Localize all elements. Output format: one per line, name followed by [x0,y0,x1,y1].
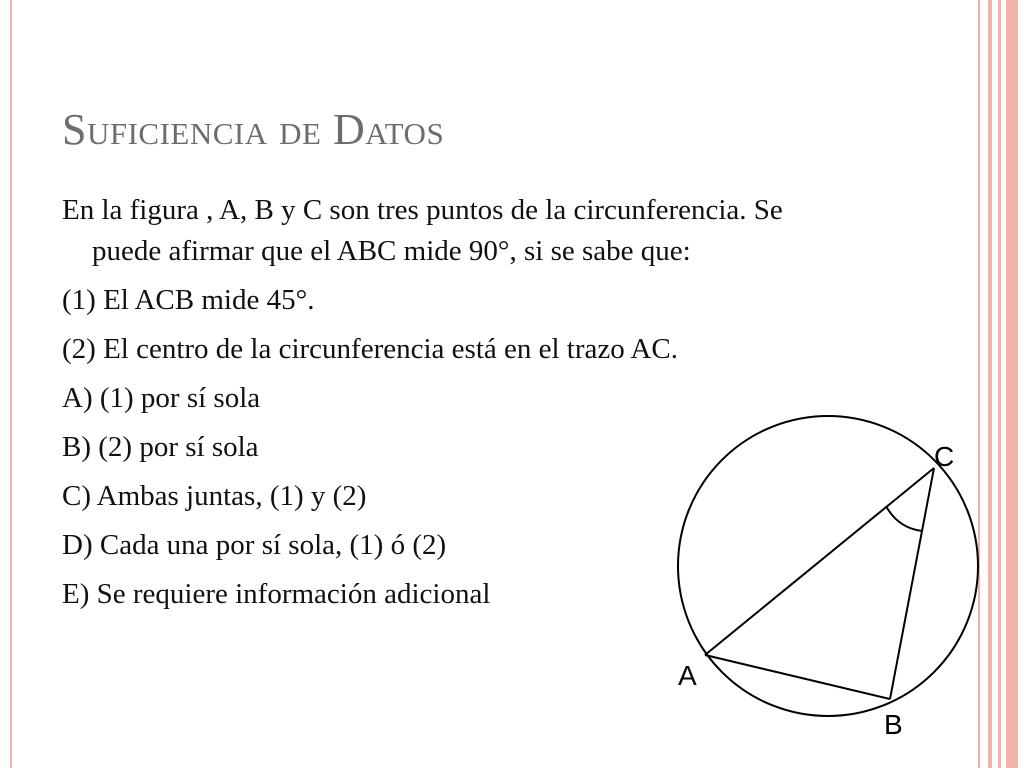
segment-cb [890,468,934,699]
angle-arc-acb [886,506,922,531]
statement-1: (1) El ACB mide 45°. [62,284,315,316]
problem-text: En la figura , A, B y C son tres puntos de la circunferencia. Se puede afirmar que el ABC mide 90°, si se sabe que: [62,194,783,267]
segment-ac [705,468,934,655]
option-e: E) Se requiere información adicional [62,578,491,610]
statement-2: (2) El centro de la circunferencia está en el trazo AC. [62,333,678,365]
slide-title: Suficiencia de Datos [62,105,445,154]
circle-triangle-figure [660,400,1000,760]
label-c: C [934,441,955,472]
option-b: B) (2) por sí sola [62,431,259,463]
right-border-line-4 [1006,0,1018,768]
option-c: C) Ambas juntas, (1) y (2) [62,480,367,512]
label-a: A [678,660,697,691]
left-border-line [10,0,12,768]
segment-ab [705,655,890,699]
label-b: B [884,709,903,740]
option-d: D) Cada una por sí sola, (1) ó (2) [62,529,447,561]
option-a: A) (1) por sí sola [62,382,261,414]
circumcircle [678,416,978,716]
